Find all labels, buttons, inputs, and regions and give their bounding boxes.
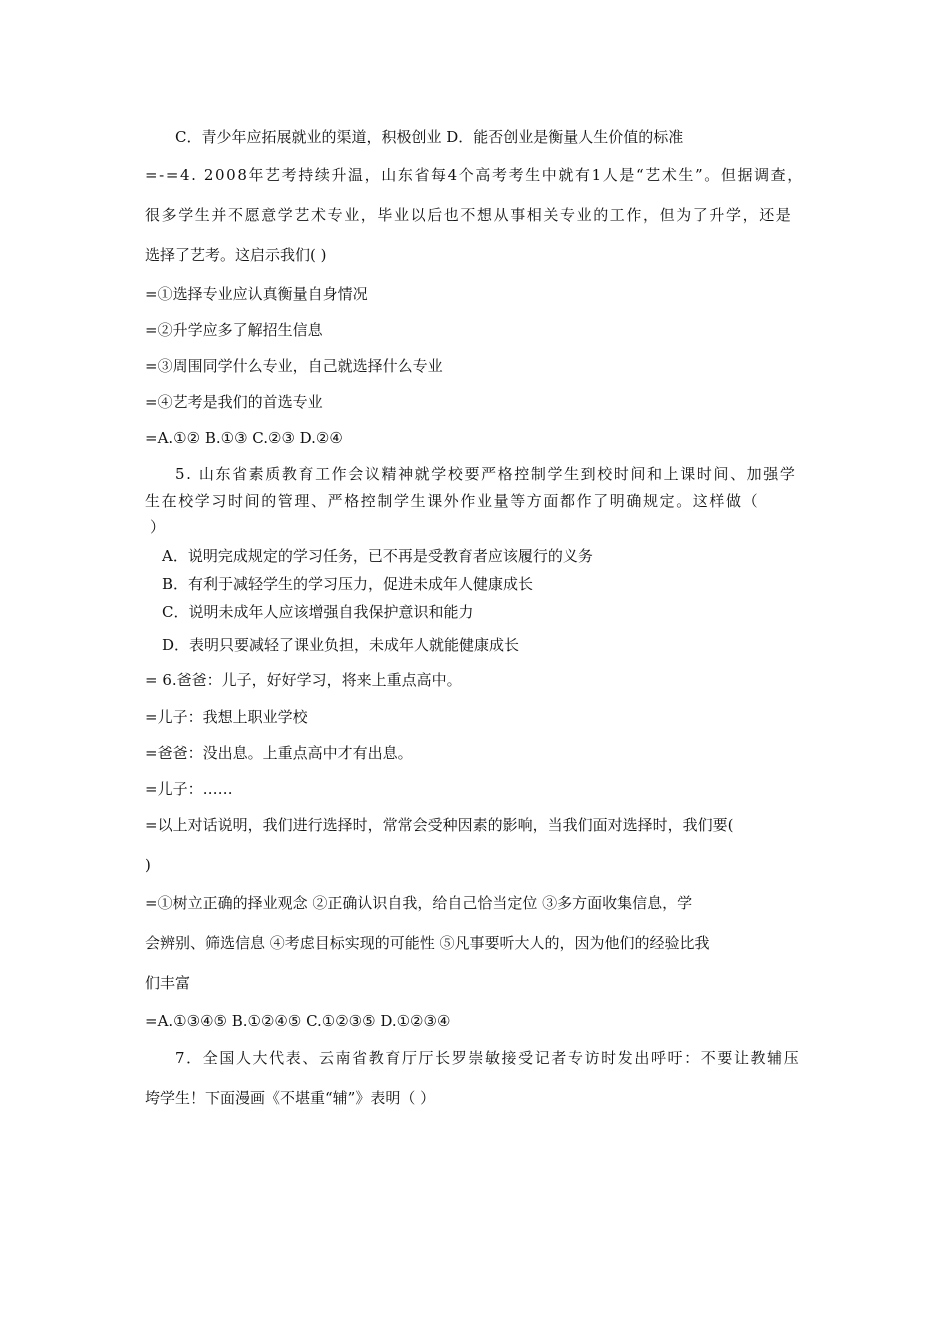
q5-option-c: C．说明未成年人应该增强自我保护意识和能力 xyxy=(162,603,474,621)
q4-statement-2: =②升学应多了解招生信息 xyxy=(145,321,323,339)
q6-dialog-line-2: =儿子：我想上职业学校 xyxy=(145,708,308,726)
q4-statement-3: =③周围同学什么专业，自己就选择什么专业 xyxy=(145,357,443,375)
q6-statements-line-3: 们丰富 xyxy=(145,974,191,992)
q5-stem-line-2: 生在校学习时间的管理、严格控制学生课外作业量等方面都作了明确规定。这样做（ xyxy=(145,492,760,510)
q6-dialog-line-3: =爸爸：没出息。上重点高中才有出息。 xyxy=(145,744,413,762)
q4-answer-options: =A.①② B.①③ C.②③ D.②④ xyxy=(145,429,343,447)
q6-dialog-line-4: =儿子：…… xyxy=(145,780,233,798)
q6-dialog-line-1: = 6.爸爸：儿子，好好学习，将来上重点高中。 xyxy=(145,671,462,689)
q3-options-cd: C．青少年应拓展就业的渠道，积极创业 D．能否创业是衡量人生价值的标准 xyxy=(175,128,684,146)
q7-stem-line-2: 垮学生！下面漫画《不堪重“辅”》表明（ ） xyxy=(145,1089,436,1107)
q4-statement-1: =①选择专业应认真衡量自身情况 xyxy=(145,285,368,303)
q6-statements-line-2: 会辨别、筛选信息 ④考虑目标实现的可能性 ⑤凡事要听大人的，因为他们的经验比我 xyxy=(145,934,710,952)
q5-stem-line-3: ） xyxy=(150,518,166,536)
q7-stem-line-1: 7．全国人大代表、云南省教育厅厅长罗崇敏接受记者专访时发出呼吁：不要让教辅压 xyxy=(175,1049,801,1067)
q5-option-d: D．表明只要减轻了课业负担，未成年人就能健康成长 xyxy=(162,636,520,654)
q6-statements-line-1: =①树立正确的择业观念 ②正确认识自我，给自己恰当定位 ③多方面收集信息，学 xyxy=(145,894,693,912)
q4-stem-line-3: 选择了艺考。这启示我们( ) xyxy=(145,246,327,264)
q4-stem-line-1: =-=4. 2008年艺考持续升温，山东省每4个高考考生中就有1人是“艺术生”。但据调查， xyxy=(145,166,804,184)
q6-stem-line-2: ) xyxy=(145,856,151,874)
q6-stem-line-1: =以上对话说明，我们进行选择时，常常会受种因素的影响，当我们面对选择时，我们要( xyxy=(145,816,734,834)
q4-statement-4: =④艺考是我们的首选专业 xyxy=(145,393,323,411)
q6-answer-options: =A.①③④⑤ B.①②④⑤ C.①②③⑤ D.①②③④ xyxy=(145,1012,451,1030)
q5-option-b: B．有利于减轻学生的学习压力，促进未成年人健康成长 xyxy=(162,575,534,593)
q5-stem-line-1: 5. 山东省素质教育工作会议精神就学校要严格控制学生到校时间和上课时间、加强学 xyxy=(175,465,797,483)
q5-option-a: A．说明完成规定的学习任务，已不再是受教育者应该履行的义务 xyxy=(162,547,593,565)
q4-stem-line-2: 很多学生并不愿意学艺术专业，毕业以后也不想从事相关专业的工作，但为了升学，还是 xyxy=(145,206,793,224)
